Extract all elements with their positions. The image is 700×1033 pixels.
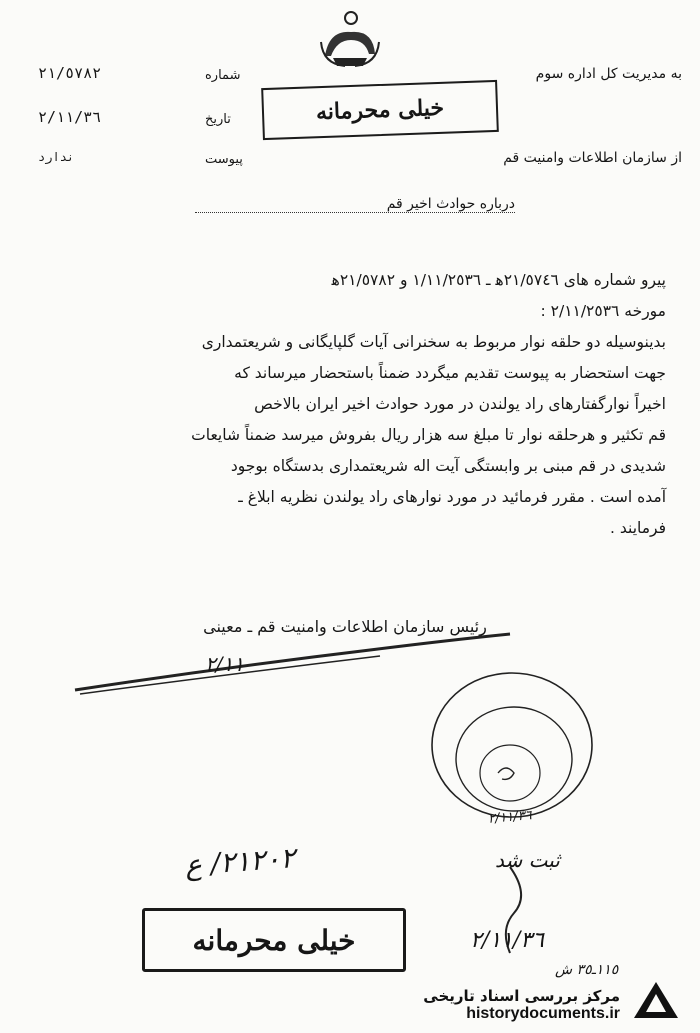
signature-date: ٢/١١ (205, 652, 244, 676)
handwritten-number: ٢١٢٠٢/ ع (183, 841, 297, 882)
attachment-label: پیوست (205, 152, 243, 167)
footer-watermark (423, 987, 620, 1023)
subject-value: حوادث اخیر قم (386, 196, 476, 212)
number-label: شماره (205, 68, 241, 83)
body-line: فرمایند . (610, 519, 666, 537)
footer-org-name: مرکز بررسی اسناد تاریخی (423, 987, 620, 1005)
circle-date: ٢/١١/٣٦ (487, 808, 533, 827)
lion-and-sun-emblem (315, 8, 385, 70)
handwritten-note: ثبت شد (495, 848, 560, 872)
body-line: شدیدی در قم مبنی بر وابستگی آیت اله شریعتمداری بدستگاه بوجود (230, 457, 666, 475)
body-line: مورخه ٢/١١/٢٥٣٦ : (540, 302, 666, 320)
classification-stamp-top: خیلی محرمانه (261, 80, 499, 140)
letter-body (30, 265, 666, 544)
body-line: پیرو شماره های ٢١/٥٧٤٦ه‍ ـ ١/١١/٢٥٣٦ و ٢١/٥٧٨٢ه‍ (331, 271, 666, 289)
date-value: ٢/١١/٣٦ (38, 108, 102, 126)
body-line: جهت استحضار به پیوست تقدیم میگردد ضمناً باستحضار میرساند که (234, 364, 666, 382)
header-from-row (20, 150, 682, 166)
number-value: ٢١/٥٧٨٢ (38, 64, 102, 82)
bottom-date: ٢/١١/٣٦ (470, 928, 544, 953)
subject-label: درباره (479, 196, 515, 212)
header-to-label: به مدیریت کل اداره سوم (535, 66, 682, 82)
body-line: اخیراً نوارگفتارهای راد یولندن در مورد حوادث اخیر ایران بالاخص (254, 395, 666, 413)
attachment-value: ندارد (38, 150, 75, 164)
body-line: قم تکثیر و هرحلقه نوار تا مبلغ سه هزار ریال بفروش میرسد ضمناً شایعات (191, 426, 666, 444)
body-line: بدینوسیله دو حلقه نوار مربوط به سخنرانی آیات گلپایگانی و شریعتمداری (201, 333, 666, 351)
classification-stamp-bottom: خیلی محرمانه (142, 908, 406, 972)
signer-title: رئیس سازمان اطلاعات وامنیت قم ـ معینی (203, 617, 487, 636)
header-from-label: از سازمان اطلاعات وامنیت قم (503, 150, 682, 166)
body-line: آمده است . مقرر فرمائید در مورد نوارهای راد یولندن نظریه ابلاغ ـ (238, 488, 666, 506)
header-to-row (20, 66, 682, 82)
archive-logo-icon (628, 978, 684, 1024)
archive-code: ١١٥ـ٣٥ ش (555, 962, 619, 978)
footer-url: historydocuments.ir (466, 1005, 620, 1022)
date-label: تاریخ (205, 112, 231, 127)
subject-line (195, 196, 515, 213)
